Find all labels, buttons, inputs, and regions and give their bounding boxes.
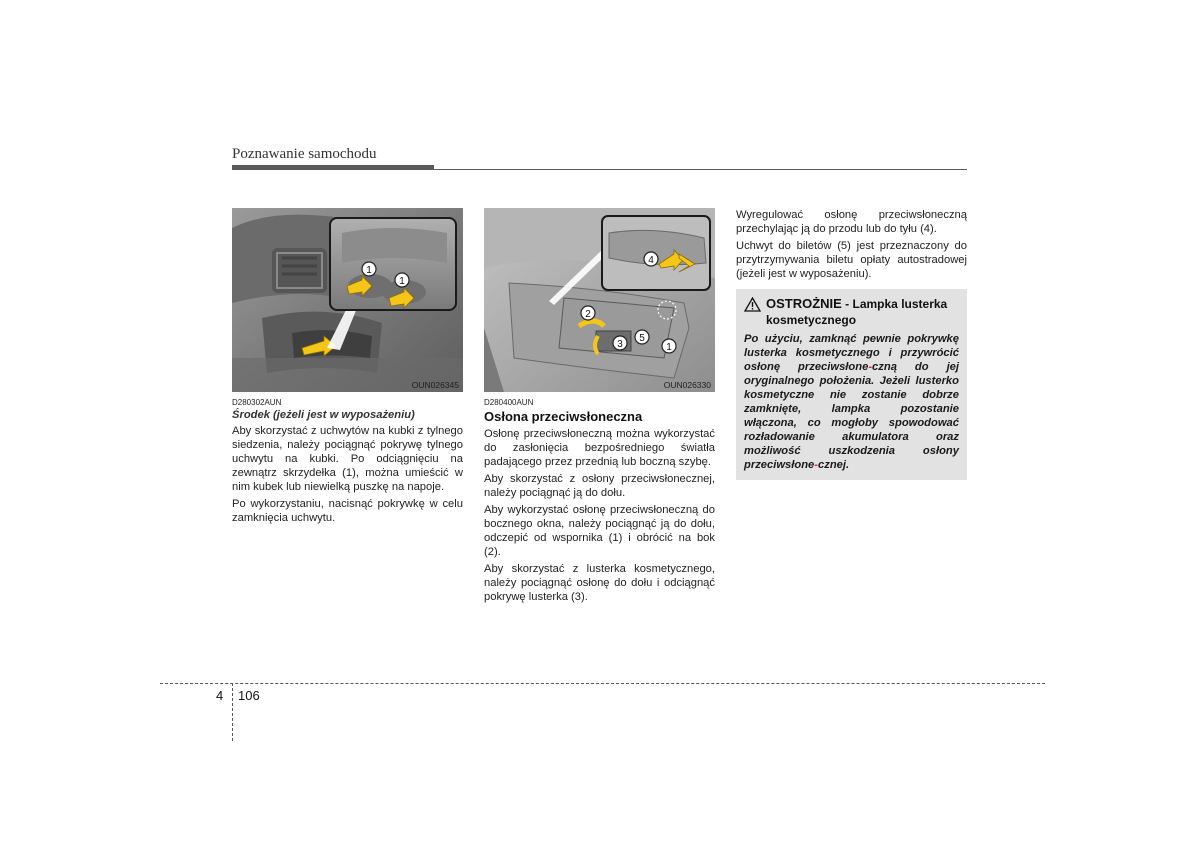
header-rule-thin [232,169,967,170]
callout-4: 4 [648,255,654,266]
figure-code: OUN026330 [663,380,711,390]
caution-text-part: Po użyciu, zamknąć pewnie pokrywkę lusterka kosmetycznego i przywrócić osłonę przeciwsłone [744,333,959,373]
paragraph: Aby skorzystać z uchwytów na kubki z tylnego siedzenia, należy pociągnąć pokrywę tylnego uchwytu na kubki. Po odciągnięciu na zewnątrz skrzydełka (1), można umieścić w nim kubek lub niewielką puszkę na napoje. [232,425,463,493]
callout-5: 5 [639,333,645,344]
callout-1b: 1 [399,276,405,287]
sunvisor-illustration [484,208,715,392]
section-ref-code: D280400AUN [484,398,534,407]
column-cupholder [232,208,463,525]
paragraph: Uchwyt do biletów (5) jest przeznaczony do przytrzymywania biletu opłaty autostradowej (jeżeli jest w wyposażeniu). [736,240,967,280]
caution-text-part: czną do jej oryginalnego położenia. Jeżeli lusterko kosmetyczne nie zostanie dobrze zamknięte, lampka pozostanie włączona, co mogłoby spowodować rozładowanie akumulatora oraz możliwość uszkodzenia osłony przeciwsłone [744,361,960,471]
column-adjust [736,208,967,480]
callout-3: 3 [617,339,623,350]
paragraph: Osłonę przeciwsłoneczną można wykorzystać do zasłonięcia bezpośredniego światła padającego przez przednią lub boczną szybę. [484,428,715,468]
section-subtitle: Środek (jeżeli jest w wyposażeniu) [232,409,415,421]
paragraph: Aby skorzystać z lusterka kosmetycznego, należy pociągnąć osłonę do dołu i odciągnąć pokrywę lusterka (3). [484,563,715,603]
caution-title [766,296,959,328]
red-hyphen: - [868,361,873,373]
cupholder-illustration [232,208,463,392]
callout-2: 2 [585,309,591,320]
caution-box [736,289,967,480]
page-header-title: Poznawanie samochodu [232,146,377,162]
page-number: 106 [238,688,260,703]
red-hyphen: - [814,459,818,471]
figure-code: OUN026345 [411,380,459,390]
caution-subtitle: - Lampka lusterka kosmetycznego [766,297,948,327]
cupholder-photo [232,208,463,392]
caution-text-part: cznej. [818,459,850,471]
paragraph: Wyregulować osłonę przeciwsłoneczną przechylając ją do przodu lub do tyłu (4). [736,209,967,235]
footer-rule [160,683,1045,684]
sunvisor-photo [484,208,715,392]
chapter-number: 4 [216,688,224,703]
footer-vertical-rule [232,683,233,741]
callout-1a: 1 [366,265,372,276]
caution-text [744,332,959,472]
warning-triangle-icon [744,297,761,312]
caution-label: OSTROŻNIE [766,296,842,311]
paragraph: Aby skorzystać z osłony przeciwsłonecznej, należy pociągnąć ją do dołu. [484,473,715,499]
section-subtitle: Osłona przeciwsłoneczna [484,409,643,424]
column-sunvisor [484,208,715,604]
paragraph: Aby wykorzystać osłonę przeciwsłoneczną do bocznego okna, należy pociągnąć ją do dołu, odczepić od wspornika (1) i obrócić na bok (2). [484,504,715,558]
callout-1: 1 [666,342,672,353]
section-ref-code: D280302AUN [232,398,282,407]
paragraph: Po wykorzystaniu, nacisnąć pokrywkę w celu zamknięcia uchwytu. [232,498,463,524]
